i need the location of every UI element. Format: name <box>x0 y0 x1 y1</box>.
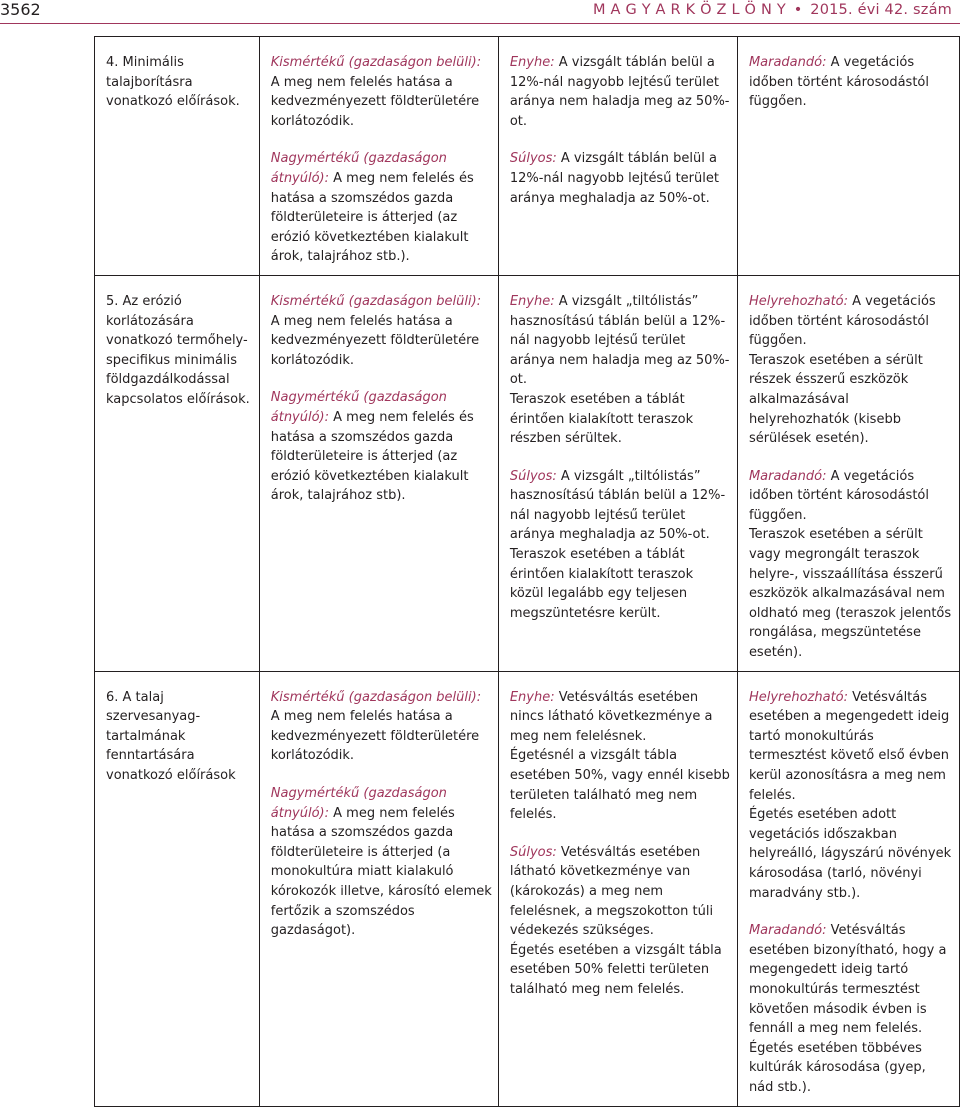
duration-cell <box>737 37 959 276</box>
requirements-table <box>94 36 960 1107</box>
duration-text: Helyrehozható: A vegetációs időben történt károsodástól függően. <box>748 293 936 349</box>
severity-label: Súlyos: <box>509 468 557 484</box>
requirement-cell <box>95 275 260 671</box>
duration-cell <box>737 671 959 1106</box>
severity-text: Égetés esetében a vizsgált tábla esetében 50% feletti területen található meg nem felelés. <box>509 942 722 997</box>
requirement-cell <box>95 671 260 1106</box>
duration-text: Égetés esetében többéves kultúrák károsodása (gyep, nád stb.). <box>748 1040 926 1095</box>
block-gap <box>510 825 731 843</box>
effect-cell <box>259 37 498 276</box>
severity-label: Súlyos: <box>509 151 557 167</box>
block-gap <box>510 131 731 149</box>
effect-text: Nagymértékű (gazdaságon átnyúló): A meg nem felelés és hatása a szomszédos gazda földterületeire is átterjed (az erózió következtében kialakult árok, talajrához stb). <box>270 390 474 504</box>
effect-cell <box>259 275 498 671</box>
severity-text: Teraszok esetében a táblát érintően kialakított teraszok részben sérültek. <box>509 391 694 447</box>
severity-label: Enyhe: <box>509 689 555 705</box>
severity-text: Enyhe: Vetésváltás esetében nincs látható következménye a meg nem felelésnek. <box>509 689 713 744</box>
running-head <box>593 0 952 20</box>
block-gap <box>749 449 953 467</box>
effect-label: Kismértékű (gazdaságon belüli): <box>270 293 482 309</box>
severity-text: Teraszok esetében a táblát érintően kialakított teraszok közül legalább egy teljesen megszüntetésre került. <box>509 547 694 621</box>
duration-text: Maradandó: Vetésváltás esetében bizonyítható, hogy a megengedett ideig tartó monokultúrás termesztést követően második évben is fennáll a meg nem felelés. <box>748 923 947 1037</box>
header-rule <box>0 23 960 24</box>
severity-label: Enyhe: <box>509 293 555 309</box>
block-gap <box>510 449 731 467</box>
severity-text: Enyhe: A vizsgált „tiltólistás” hasznosítású táblán belül a 12%-nál nagyobb lejtésű terület aránya nem haladja meg az 50%-ot. <box>509 293 730 388</box>
effect-text: Kismértékű (gazdaságon belüli): A meg nem felelés hatása a kedvezményezett földterületére korlátozódik. <box>270 55 482 129</box>
requirement-text: 6. A talaj szervesanyag-tartalmának fenntartására vonatkozó előírások <box>106 689 236 783</box>
effect-label: Nagymértékű (gazdaságon átnyúló): <box>270 786 447 821</box>
requirement-text: 4. Minimális talajborításra vonatkozó előírások. <box>106 55 240 110</box>
severity-label: Súlyos: <box>509 844 557 860</box>
effect-text: Nagymértékű (gazdaságon átnyúló): A meg nem felelés hatása a szomszédos gazda földterületeire is átterjed (a monokultúra miatt kialakuló kórokozók illetve, károsító elemek fertőzik a szomszédos gazdaságot). <box>270 786 492 939</box>
severity-text: Súlyos: A vizsgált táblán belül a 12%-nál nagyobb lejtésű terület aránya meghaladja az 50%-ot. <box>509 151 719 206</box>
severity-text: Súlyos: A vizsgált „tiltólistás” hasznosítású táblán belül a 12%-nál nagyobb lejtésű terület aránya meghaladja az 50%-ot. <box>509 468 726 543</box>
block-gap <box>271 131 492 149</box>
severity-text: Súlyos: Vetésváltás esetében látható következménye van (károkozás) a meg nem felelésnek, a megszokotton túli védekezés szükséges. <box>509 844 714 939</box>
duration-text: Teraszok esetében a sérült vagy megrongált teraszok helyre-, visszaállítása ésszerű eszközök alkalmazásával nem oldható meg (teraszok jelentős rongálása, megszüntetése esetén). <box>748 527 952 661</box>
block-gap <box>271 766 492 784</box>
table-row <box>95 671 960 1106</box>
issue-label: 2015. évi 42. szám <box>810 2 952 18</box>
duration-label: Maradandó: <box>748 55 827 70</box>
separator-dot: • <box>793 2 803 18</box>
severity-cell <box>498 671 737 1106</box>
duration-text: Teraszok esetében a sérült részek ésszerű eszközök alkalmazásával helyrehozhatók (kisebb sérülések esetén). <box>748 352 923 447</box>
table-row <box>95 37 960 276</box>
effect-label: Nagymértékű (gazdaságon átnyúló): <box>270 390 447 425</box>
severity-label: Enyhe: <box>509 55 555 70</box>
duration-label: Helyrehozható: <box>748 689 849 705</box>
duration-text: Helyrehozható: Vetésváltás esetében a megengedett ideig tartó monokultúrás termesztést követő első évben kerül azonosításra a meg nem felelés. <box>748 689 950 803</box>
duration-label: Helyrehozható: <box>748 293 849 309</box>
page-header <box>0 0 960 24</box>
effect-text: Kismértékű (gazdaságon belüli): A meg nem felelés hatása a kedvezményezett földterületére korlátozódik. <box>270 293 482 368</box>
page-number: 3562 <box>0 0 41 19</box>
table-row <box>95 275 960 671</box>
severity-text: Enyhe: A vizsgált táblán belül a 12%-nál nagyobb lejtésű terület aránya nem haladja meg az 50%-ot. <box>509 55 730 129</box>
duration-text: Maradandó: A vegetációs időben történt károsodástól függően. <box>748 468 929 523</box>
severity-text: Égetésnél a vizsgált tábla esetében 50%, vagy ennél kisebb területen található meg nem felelés. <box>509 748 730 823</box>
duration-label: Maradandó: <box>748 468 827 484</box>
requirement-text: 5. Az erózió korlátozására vonatkozó termőhely-specifikus minimális földgazdálkodással kapcsolatos előírások. <box>106 293 250 407</box>
effect-cell <box>259 671 498 1106</box>
severity-cell <box>498 37 737 276</box>
block-gap <box>271 370 492 388</box>
duration-text: Égetés esetében adott vegetációs időszakban helyreálló, lágyszárú növények károsodása (tarló, növényi maradvány stb.). <box>748 807 952 901</box>
duration-label: Maradandó: <box>748 923 827 939</box>
effect-text: Nagymértékű (gazdaságon átnyúló): A meg nem felelés és hatása a szomszédos gazda földterületeire is átterjed (az erózió következtében kialakult árok, talajrához stb.). <box>270 151 474 265</box>
journal-title: M A G Y A R K Ö Z L Ö N Y <box>593 2 786 18</box>
effect-text: Kismértékű (gazdaságon belüli): A meg nem felelés hatása a kedvezményezett földterületére korlátozódik. <box>270 689 482 764</box>
requirement-cell <box>95 37 260 276</box>
severity-cell <box>498 275 737 671</box>
effect-label: Kismértékű (gazdaságon belüli): <box>270 55 482 70</box>
duration-cell <box>737 275 959 671</box>
duration-text: Maradandó: A vegetációs időben történt károsodástól függően. <box>748 55 929 110</box>
effect-label: Nagymértékű (gazdaságon átnyúló): <box>270 151 447 186</box>
block-gap <box>749 903 953 921</box>
effect-label: Kismértékű (gazdaságon belüli): <box>270 689 482 705</box>
